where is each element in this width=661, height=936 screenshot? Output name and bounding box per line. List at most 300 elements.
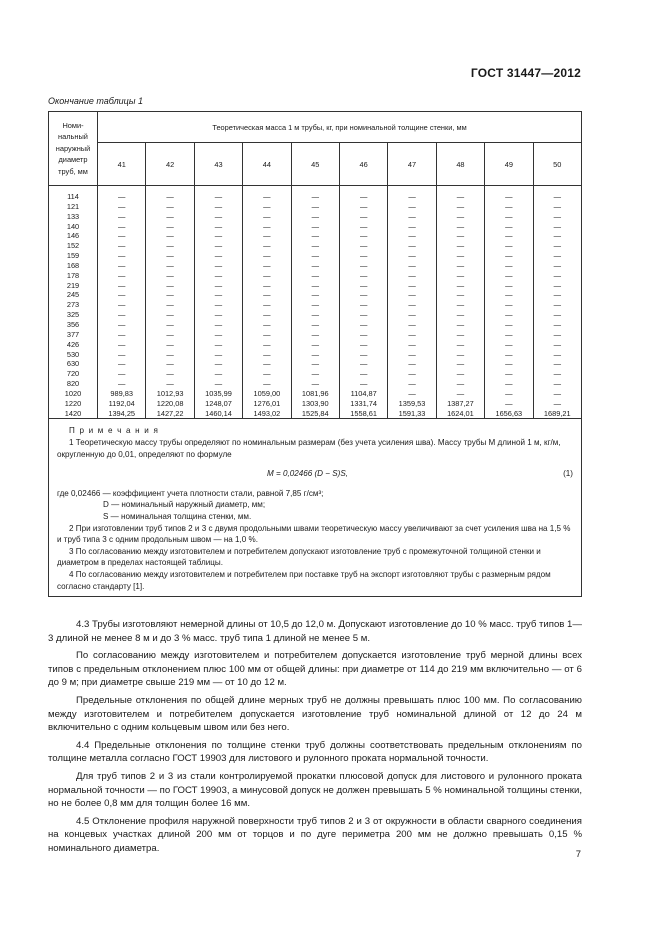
mass-cell: —: [194, 251, 242, 261]
mass-cell: —: [98, 320, 146, 330]
mass-cell: —: [388, 271, 436, 281]
mass-cell: —: [194, 212, 242, 222]
mass-cell: —: [388, 389, 436, 399]
table-row: [49, 310, 582, 320]
mass-cell: —: [146, 330, 194, 340]
table-row: [49, 281, 582, 291]
diameter-cell: 121: [49, 202, 98, 212]
mass-cell: —: [243, 350, 291, 360]
table-row: [49, 202, 582, 212]
mass-cell: —: [98, 212, 146, 222]
mass-cell: —: [533, 222, 581, 232]
table-row: [49, 399, 582, 409]
mass-cell: —: [388, 186, 436, 202]
mass-cell: —: [339, 212, 387, 222]
mass-cell: —: [388, 300, 436, 310]
mass-cell: 1493,02: [243, 409, 291, 419]
mass-cell: —: [291, 330, 339, 340]
mass-cell: —: [146, 320, 194, 330]
mass-cell: —: [436, 330, 484, 340]
mass-cell: —: [146, 222, 194, 232]
mass-cell: —: [339, 251, 387, 261]
mass-cell: —: [436, 359, 484, 369]
mass-cell: —: [533, 350, 581, 360]
mass-cell: —: [533, 359, 581, 369]
mass-cell: —: [98, 261, 146, 271]
diameter-cell: 720: [49, 369, 98, 379]
diameter-cell: 426: [49, 340, 98, 350]
mass-cell: —: [533, 241, 581, 251]
mass-cell: —: [533, 369, 581, 379]
table-row: [49, 340, 582, 350]
table-container: [48, 111, 582, 597]
mass-cell: —: [291, 231, 339, 241]
mass-cell: —: [291, 379, 339, 389]
mass-cell: —: [243, 261, 291, 271]
mass-cell: —: [146, 212, 194, 222]
mass-cell: —: [533, 389, 581, 399]
mass-cell: —: [485, 186, 533, 202]
mass-cell: —: [194, 350, 242, 360]
mass-cell: —: [243, 330, 291, 340]
note-3: 3 По согласованию между изготовителем и потребителем допускают изготовление труб с промежуточной толщиной стенки и диаметром в пределах настоящей таблицы.: [57, 546, 541, 568]
mass-cell: —: [98, 202, 146, 212]
mass-cell: —: [436, 212, 484, 222]
mass-cell: —: [194, 271, 242, 281]
mass-cell: 1059,00: [243, 389, 291, 399]
mass-cell: —: [339, 271, 387, 281]
table-row: [49, 300, 582, 310]
mass-cell: —: [533, 202, 581, 212]
mass-cell: —: [533, 340, 581, 350]
mass-cell: —: [291, 212, 339, 222]
mass-cell: —: [388, 379, 436, 389]
mass-cell: —: [194, 369, 242, 379]
mass-cell: —: [436, 251, 484, 261]
mass-cell: 1525,84: [291, 409, 339, 419]
mass-cell: —: [388, 320, 436, 330]
mass-cell: —: [485, 330, 533, 340]
mass-cell: —: [388, 359, 436, 369]
mass-cell: —: [485, 261, 533, 271]
mass-cell: 1220,08: [146, 399, 194, 409]
mass-cell: —: [436, 340, 484, 350]
diameter-cell: 1020: [49, 389, 98, 399]
mass-cell: —: [485, 212, 533, 222]
mass-cell: —: [243, 231, 291, 241]
mass-cell: 1394,25: [98, 409, 146, 419]
mass-cell: —: [291, 350, 339, 360]
mass-cell: —: [194, 379, 242, 389]
mass-cell: —: [243, 251, 291, 261]
mass-cell: —: [339, 379, 387, 389]
mass-cell: —: [291, 340, 339, 350]
mass-cell: —: [533, 399, 581, 409]
column-header: 42: [146, 143, 194, 186]
table-row: [49, 369, 582, 379]
diameter-cell: 219: [49, 281, 98, 291]
mass-cell: —: [388, 330, 436, 340]
mass-cell: 1427,22: [146, 409, 194, 419]
mass-cell: —: [436, 186, 484, 202]
mass-cell: —: [339, 281, 387, 291]
mass-cell: —: [388, 340, 436, 350]
mass-cell: —: [436, 320, 484, 330]
table-row: [49, 389, 582, 399]
table-row: [49, 409, 582, 419]
table-row: [49, 359, 582, 369]
stub-header-line: наружный: [55, 143, 91, 153]
table-row: [49, 379, 582, 389]
diameter-cell: 1220: [49, 399, 98, 409]
mass-cell: —: [146, 290, 194, 300]
mass-cell: 1558,61: [339, 409, 387, 419]
page-number: 7: [575, 849, 581, 860]
mass-cell: —: [243, 271, 291, 281]
stub-header: [49, 112, 98, 186]
table-row: [49, 330, 582, 340]
stub-header-line: Номи-: [62, 120, 84, 130]
mass-cell: —: [485, 271, 533, 281]
mass-cell: —: [291, 310, 339, 320]
mass-cell: —: [436, 300, 484, 310]
mass-cell: —: [194, 290, 242, 300]
column-header: 47: [388, 143, 436, 186]
mass-cell: 1689,21: [533, 409, 581, 419]
mass-cell: —: [146, 241, 194, 251]
mass-cell: —: [291, 241, 339, 251]
diameter-cell: 820: [49, 379, 98, 389]
mass-cell: —: [146, 340, 194, 350]
diameter-cell: 152: [49, 241, 98, 251]
column-header: 44: [243, 143, 291, 186]
mass-cell: 1624,01: [436, 409, 484, 419]
mass-cell: —: [436, 261, 484, 271]
mass-cell: —: [243, 212, 291, 222]
mass-cell: —: [146, 202, 194, 212]
mass-cell: —: [533, 251, 581, 261]
mass-cell: —: [243, 290, 291, 300]
note-4: 4 По согласованию между изготовителем и потребителем при поставке труб на экспорт изготовляют трубы с размерным рядом согласно стандарту [1].: [57, 569, 551, 591]
table-row: [49, 271, 582, 281]
mass-cell: —: [339, 310, 387, 320]
table-row: [49, 261, 582, 271]
mass-cell: —: [98, 241, 146, 251]
mass-cell: 1248,07: [194, 399, 242, 409]
diameter-cell: 140: [49, 222, 98, 232]
mass-cell: —: [146, 271, 194, 281]
mass-cell: —: [436, 231, 484, 241]
paragraph-4-5: 4.5 Отклонение профиля наружной поверхности труб типов 2 и 3 от окружности в области сварного соединения на концевых участках длиной 200 мм от торцов и по дуге периметра 200 мм не должно превышать 0,15 % номинального диаметра.: [48, 815, 582, 854]
diameter-cell: 273: [49, 300, 98, 310]
paragraph-4-4: 4.4 Предельные отклонения по толщине стенки труб должны соответствовать предельным отклонениям по толщине металла согласно ГОСТ 19903 для листового и рулонного проката нормальной точности.: [48, 739, 582, 765]
mass-cell: —: [339, 369, 387, 379]
mass-cell: —: [485, 340, 533, 350]
paragraph-length-deviation: Предельные отклонения по общей длине мерных труб не должны превышать плюс 100 мм. По согласованию между изготовителем и потребителем допускается изготовление труб номинальной длиной от 12 до 24 м включительно с одним кольцевым швом или без него.: [48, 694, 582, 734]
table-caption: Окончание таблицы 1: [48, 96, 143, 106]
diameter-cell: 133: [49, 212, 98, 222]
mass-cell: —: [485, 320, 533, 330]
mass-cell: —: [436, 350, 484, 360]
mass-cell: —: [243, 222, 291, 232]
mass-cell: —: [98, 300, 146, 310]
mass-cell: —: [194, 340, 242, 350]
mass-cell: —: [98, 186, 146, 202]
mass-cell: —: [291, 281, 339, 291]
mass-cell: —: [194, 186, 242, 202]
where-line-2: D — номинальный наружный диаметр, мм;: [103, 500, 266, 510]
mass-cell: 1387,27: [436, 399, 484, 409]
mass-cell: —: [436, 271, 484, 281]
mass-cell: —: [436, 202, 484, 212]
mass-cell: —: [388, 281, 436, 291]
diameter-cell: 630: [49, 359, 98, 369]
mass-cell: —: [388, 251, 436, 261]
mass-cell: 1460,14: [194, 409, 242, 419]
diameter-cell: 325: [49, 310, 98, 320]
mass-cell: —: [98, 359, 146, 369]
column-header: 48: [436, 143, 484, 186]
paragraph-measured-length: По согласованию между изготовителем и потребителем допускается изготовление труб мерной длины всех типов с предельным отклонением плюс 100 мм от общей длины: при диаметре от 114 до 219 мм включительно — от 6 до 9 м; при диаметре свыше 219 мм — от 10 до 12 м.: [48, 650, 582, 689]
mass-cell: —: [485, 290, 533, 300]
diameter-cell: 114: [49, 186, 98, 202]
mass-cell: —: [533, 261, 581, 271]
paragraph-4-3: 4.3 Трубы изготовляют немерной длины от 10,5 до 12,0 м. Допускают изготовление до 10 % масс. труб типов 1—3 длиной не менее 8 м и до 3 % масс. труб типа 1 длиной не менее 5 м.: [48, 619, 582, 644]
mass-cell: —: [485, 241, 533, 251]
mass-cell: —: [146, 350, 194, 360]
mass-cell: —: [485, 300, 533, 310]
diameter-cell: 159: [49, 251, 98, 261]
mass-cell: —: [485, 310, 533, 320]
mass-cell: —: [194, 320, 242, 330]
mass-table: [48, 111, 582, 419]
mass-cell: —: [243, 359, 291, 369]
diameter-cell: 245: [49, 290, 98, 300]
mass-cell: —: [243, 186, 291, 202]
note-2: 2 При изготовлении труб типов 2 и 3 с двумя продольными швами теоретическую массу увеличивают за счет усиления шва на 1,5 % и труб типа 3 с одним продольным швом — на 1,0 %.: [57, 523, 571, 545]
mass-cell: —: [243, 369, 291, 379]
mass-cell: —: [98, 330, 146, 340]
mass-cell: —: [436, 310, 484, 320]
table-row: [49, 251, 582, 261]
mass-cell: 1276,01: [243, 399, 291, 409]
diameter-cell: 168: [49, 261, 98, 271]
diameter-cell: 178: [49, 271, 98, 281]
mass-cell: —: [98, 369, 146, 379]
column-header: 41: [98, 143, 146, 186]
mass-cell: —: [146, 379, 194, 389]
mass-cell: —: [436, 290, 484, 300]
mass-cell: —: [194, 261, 242, 271]
formula-number: (1): [563, 469, 573, 479]
mass-cell: —: [339, 300, 387, 310]
mass-cell: 1591,33: [388, 409, 436, 419]
mass-cell: —: [436, 369, 484, 379]
mass-cell: —: [485, 369, 533, 379]
mass-cell: —: [436, 389, 484, 399]
notes-title: П р и м е ч а н и я: [69, 426, 160, 436]
mass-cell: —: [146, 231, 194, 241]
mass-cell: —: [243, 281, 291, 291]
mass-cell: —: [291, 359, 339, 369]
mass-cell: —: [146, 310, 194, 320]
mass-cell: —: [485, 359, 533, 369]
table-row: [49, 241, 582, 251]
mass-cell: —: [98, 310, 146, 320]
mass-cell: —: [533, 320, 581, 330]
diameter-cell: 530: [49, 350, 98, 360]
mass-cell: —: [339, 359, 387, 369]
mass-cell: —: [194, 300, 242, 310]
mass-cell: —: [533, 281, 581, 291]
mass-cell: —: [388, 212, 436, 222]
table-notes: [48, 419, 582, 597]
diameter-cell: 1420: [49, 409, 98, 419]
mass-cell: —: [146, 186, 194, 202]
mass-cell: —: [485, 281, 533, 291]
mass-cell: —: [339, 222, 387, 232]
mass-cell: —: [388, 231, 436, 241]
mass-cell: —: [146, 281, 194, 291]
mass-cell: 1359,53: [388, 399, 436, 409]
mass-cell: —: [533, 271, 581, 281]
mass-cell: —: [243, 320, 291, 330]
mass-cell: —: [291, 261, 339, 271]
mass-cell: —: [388, 290, 436, 300]
mass-cell: —: [485, 379, 533, 389]
mass-cell: —: [533, 310, 581, 320]
mass-cell: —: [533, 300, 581, 310]
mass-cell: 1192,04: [98, 399, 146, 409]
mass-cell: —: [339, 261, 387, 271]
mass-cell: —: [339, 340, 387, 350]
column-header: 43: [194, 143, 242, 186]
mass-cell: —: [291, 369, 339, 379]
stub-header-line: нальный: [58, 132, 88, 142]
stub-header-line: диаметр: [58, 155, 88, 165]
mass-cell: —: [146, 261, 194, 271]
mass-cell: —: [485, 222, 533, 232]
mass-cell: —: [243, 202, 291, 212]
mass-cell: —: [388, 202, 436, 212]
mass-cell: —: [436, 222, 484, 232]
where-line-1: где 0,02466 — коэффициент учета плотности стали, равной 7,85 г/см³;: [57, 488, 324, 498]
mass-cell: —: [98, 231, 146, 241]
mass-cell: —: [485, 350, 533, 360]
mass-cell: —: [339, 330, 387, 340]
column-header: 46: [339, 143, 387, 186]
mass-cell: —: [388, 261, 436, 271]
mass-cell: —: [291, 290, 339, 300]
mass-cell: —: [339, 186, 387, 202]
mass-cell: —: [98, 350, 146, 360]
mass-cell: —: [243, 241, 291, 251]
mass-cell: —: [485, 251, 533, 261]
mass-cell: —: [388, 222, 436, 232]
mass-cell: —: [291, 300, 339, 310]
mass-cell: —: [98, 379, 146, 389]
diameter-cell: 146: [49, 231, 98, 241]
document-header: ГОСТ 31447—2012: [470, 66, 581, 80]
mass-cell: —: [485, 399, 533, 409]
diameter-cell: 356: [49, 320, 98, 330]
mass-cell: —: [243, 379, 291, 389]
mass-cell: —: [194, 359, 242, 369]
mass-cell: —: [533, 231, 581, 241]
mass-cell: —: [339, 290, 387, 300]
mass-cell: —: [194, 310, 242, 320]
mass-cell: —: [388, 350, 436, 360]
mass-cell: —: [339, 202, 387, 212]
mass-cell: —: [339, 241, 387, 251]
mass-cell: —: [194, 241, 242, 251]
note-1: 1 Теоретическую массу трубы определяют по номинальным размерам (без учета усиления шва). Массу трубы M длиной 1 м, кг/м, округленную до 0,01, определяют по формуле: [57, 438, 561, 459]
table-row: [49, 290, 582, 300]
formula-row: [57, 460, 573, 488]
mass-cell: —: [243, 340, 291, 350]
table-row: [49, 231, 582, 241]
mass-cell: —: [533, 186, 581, 202]
column-header: 45: [291, 143, 339, 186]
mass-cell: —: [194, 222, 242, 232]
mass-cell: —: [98, 290, 146, 300]
mass-cell: —: [146, 251, 194, 261]
mass-cell: —: [388, 369, 436, 379]
mass-cell: —: [533, 212, 581, 222]
table-row: [49, 186, 582, 202]
mass-cell: —: [339, 320, 387, 330]
mass-cell: —: [533, 379, 581, 389]
mass-cell: —: [533, 290, 581, 300]
stub-header-line: труб, мм: [58, 166, 88, 176]
mass-cell: —: [485, 389, 533, 399]
paragraph-controlled-rolling: Для труб типов 2 и 3 из стали контролируемой прокатки плюсовой допуск для листового и рулонного проката нормальной точности — по ГОСТ 19903, а минусовой допуск не должен превышать 5 % номинальной толщины стенки, но не более 0,8 мм для толщин более 16 мм.: [48, 770, 582, 810]
mass-cell: 1656,63: [485, 409, 533, 419]
column-header: 50: [533, 143, 581, 186]
mass-cell: —: [194, 202, 242, 212]
mass-cell: 1104,87: [339, 389, 387, 399]
mass-cell: —: [291, 271, 339, 281]
table-row: [49, 320, 582, 330]
mass-cell: —: [388, 241, 436, 251]
mass-cell: —: [98, 281, 146, 291]
table-row: [49, 212, 582, 222]
mass-cell: —: [436, 379, 484, 389]
mass-cell: —: [436, 241, 484, 251]
formula: M = 0,02466 (D − S)S,: [267, 469, 348, 479]
mass-cell: 1035,99: [194, 389, 242, 399]
table-body: [49, 186, 582, 419]
column-header: 49: [485, 143, 533, 186]
mass-cell: 1081,96: [291, 389, 339, 399]
mass-cell: —: [291, 222, 339, 232]
mass-cell: —: [291, 202, 339, 212]
mass-cell: 1303,90: [291, 399, 339, 409]
mass-cell: —: [485, 202, 533, 212]
mass-cell: —: [388, 310, 436, 320]
mass-cell: —: [98, 222, 146, 232]
mass-cell: —: [339, 350, 387, 360]
span-header: Теоретическая масса 1 м трубы, кг, при номинальной толщине стенки, мм: [98, 112, 582, 143]
mass-cell: 1012,93: [146, 389, 194, 399]
mass-cell: —: [98, 271, 146, 281]
column-header-row: [49, 143, 582, 186]
mass-cell: —: [194, 231, 242, 241]
mass-cell: —: [98, 340, 146, 350]
mass-cell: —: [146, 359, 194, 369]
mass-cell: —: [243, 300, 291, 310]
mass-cell: —: [291, 251, 339, 261]
